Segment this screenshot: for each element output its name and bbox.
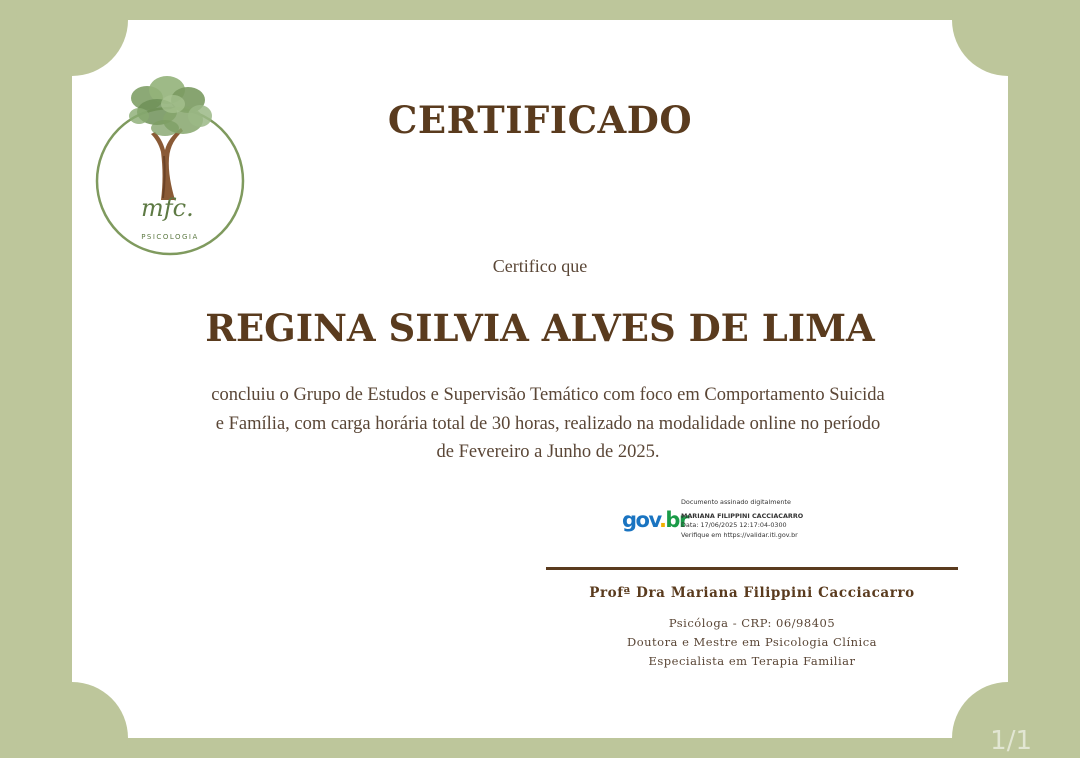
signer-detail: Especialista em Terapia Familiar [648,654,856,668]
corner-scallop-bottom-left [16,682,128,758]
signer-name: Profª Dra Mariana Filippini Cacciacarro [589,585,915,601]
govbr-logo [622,508,688,532]
signature-details [681,498,803,540]
body-line: de Fevereiro a Junho de 2025. [436,442,660,462]
signature-line-divider [546,567,958,570]
body-line: concluiu o Grupo de Estudos e Supervisão Temático com foco em Comportamento Suicida [211,385,885,405]
recipient-name: REGINA SILVIA ALVES DE LIMA [205,306,875,350]
certificate-title: CERTIFICADO [387,98,693,142]
corner-scallop-top-right [952,0,1064,76]
certificate-page [72,20,1008,738]
logo-caption: PSICOLOGIA [141,233,199,241]
signer-detail: Doutora e Mestre em Psicologia Clínica [626,635,878,649]
page-indicator: 1/1 [990,726,1032,756]
signature-line: Data: 17/06/2025 12:17:04-0300 [681,521,787,529]
govbr-logo-part: br [665,508,688,532]
body-line: e Família, com carga horária total de 30 horas, realizado na modalidade online no período [215,413,881,434]
signature-line: Verifique em https://validar.iti.gov.br [681,530,798,539]
logo-monogram: mfc. [141,194,194,222]
certificate-body [142,381,954,467]
digital-signature-stamp [620,498,860,542]
corner-scallop-top-left [16,0,128,76]
signer-details [546,614,958,671]
signer-detail: Psicóloga - CRP: 06/98405 [668,616,836,630]
govbr-logo-part: . [658,508,666,532]
signature-line: MARIANA FILIPPINI CACCIACARRO [681,511,804,520]
signature-line: Documento assinado digitalmente [681,498,791,506]
certificate-intro: Certifico que [492,256,588,276]
govbr-logo-part: gov [622,508,659,532]
